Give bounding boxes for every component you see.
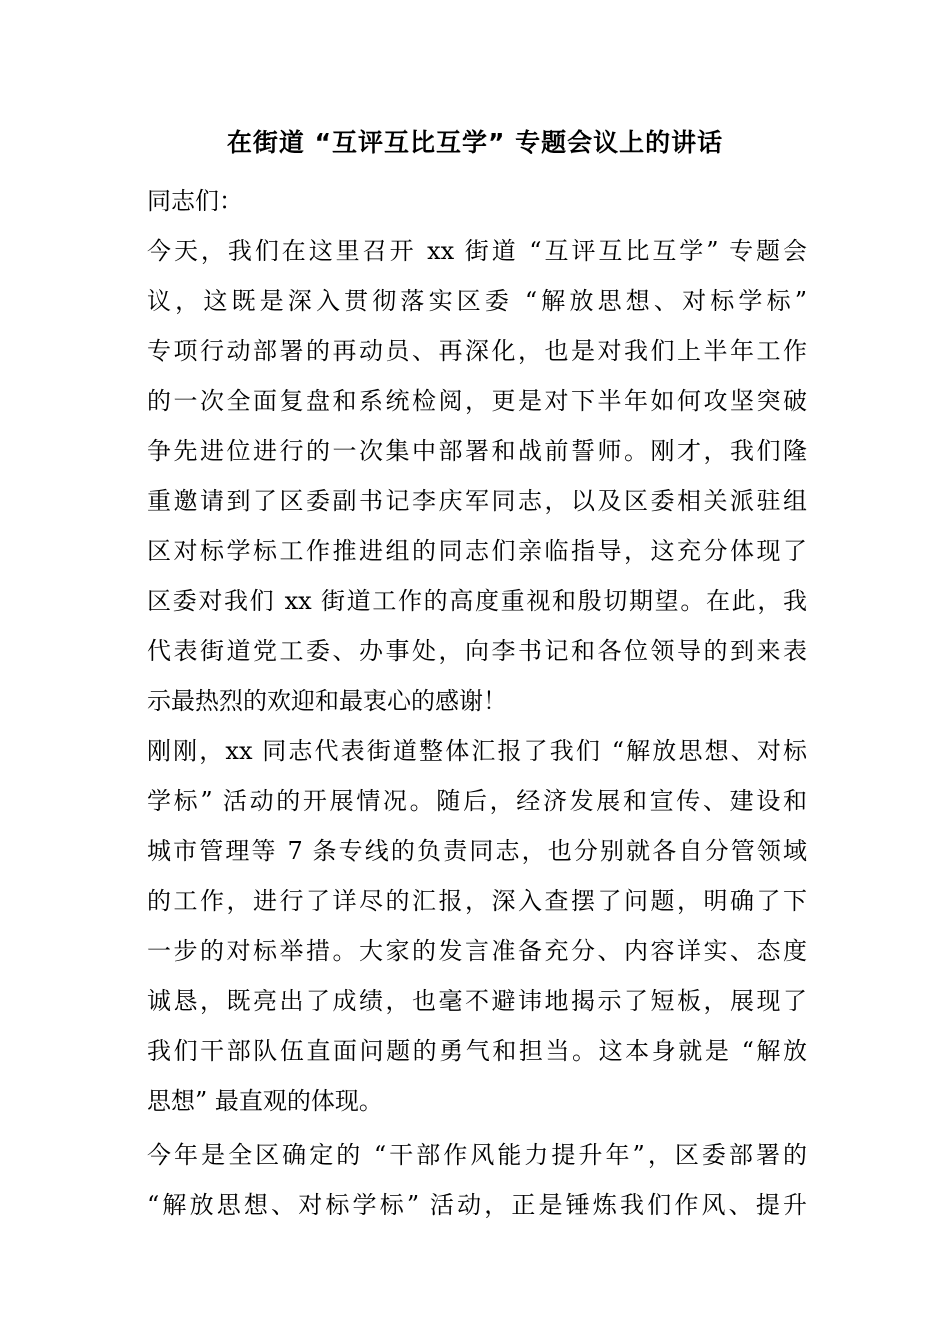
paragraph-line: 专项行动部署的再动员、再深化，也是对我们上半年工作 xyxy=(147,337,807,365)
paragraph-line: 我们干部队伍直面问题的勇气和担当。这本身就是 “解放 xyxy=(147,1037,807,1065)
paragraph-line: 示最热烈的欢迎和最衷心的感谢！ xyxy=(147,687,507,715)
paragraph-line: 的工作，进行了详尽的汇报，深入查摆了问题，明确了下 xyxy=(147,887,807,915)
paragraph-3 xyxy=(147,1130,807,1230)
paragraph-line: 学标” 活动的开展情况。随后，经济发展和宣传、建设和 xyxy=(147,787,807,815)
paragraph-line: 议，这既是深入贯彻落实区委 “解放思想、对标学标” xyxy=(147,287,807,315)
paragraph-line: 城市管理等 7 条专线的负责同志，也分别就各自分管领域 xyxy=(147,837,807,865)
paragraph-line: 今年是全区确定的 “干部作风能力提升年”，区委部署的 xyxy=(147,1141,807,1169)
paragraph-line: 一步的对标举措。大家的发言准备充分、内容详实、态度 xyxy=(147,937,807,965)
paragraph-line: 代表街道党工委、办事处，向李书记和各位领导的到来表 xyxy=(147,637,807,665)
salutation: 同志们： xyxy=(147,187,243,215)
paragraph-line: 区委对我们 xx 街道工作的高度重视和殷切期望。在此，我 xyxy=(147,587,807,615)
paragraph-line: 的一次全面复盘和系统检阅，更是对下半年如何攻坚突破 xyxy=(147,387,807,415)
paragraph-line: 刚刚，xx 同志代表街道整体汇报了我们 “解放思想、对标 xyxy=(147,737,807,765)
document-title: 在街道 “互评互比互学” 专题会议上的讲话 xyxy=(226,128,724,157)
paragraph-line: 今天，我们在这里召开 xx 街道 “互评互比互学” 专题会 xyxy=(147,237,807,265)
paragraph-line: 思想” 最直观的体现。 xyxy=(147,1087,383,1115)
paragraph-line: 争先进位进行的一次集中部署和战前誓师。刚才，我们隆 xyxy=(147,437,807,465)
paragraph-line: 区对标学标工作推进组的同志们亲临指导，这充分体现了 xyxy=(147,537,807,565)
paragraph-1 xyxy=(147,226,807,726)
paragraph-line: 重邀请到了区委副书记李庆军同志，以及区委相关派驻组 xyxy=(147,487,807,515)
paragraph-line: “解放思想、对标学标” 活动，正是锤炼我们作风、提升 xyxy=(147,1191,807,1219)
paragraph-2 xyxy=(147,726,807,1126)
document-body xyxy=(147,176,807,1230)
paragraph-line: 诚恳，既亮出了成绩，也毫不避讳地揭示了短板，展现了 xyxy=(147,987,807,1015)
